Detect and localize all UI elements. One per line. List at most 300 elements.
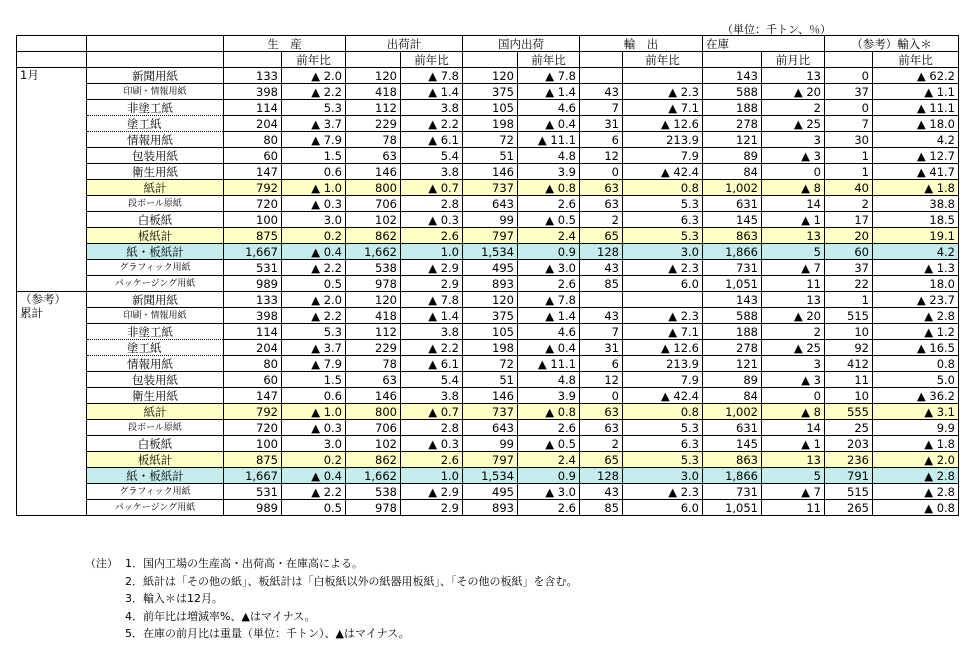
value-cell: 89: [703, 372, 762, 388]
notes: [85, 555, 578, 643]
ratio-cell: ▲ 42.4: [623, 388, 703, 404]
ratio-cell: ▲ 2.2: [401, 340, 463, 356]
ratio-cell: ▲ 0.3: [401, 212, 463, 228]
ratio-cell: 4.6: [518, 100, 580, 116]
table-row: [17, 452, 959, 468]
ratio-cell: ▲ 18.0: [873, 116, 959, 132]
value-cell: 146: [346, 164, 401, 180]
ratio-cell: 0.6: [282, 164, 346, 180]
ratio-cell: 3: [762, 356, 825, 372]
table-row: [17, 68, 959, 84]
table-row: [17, 436, 959, 452]
value-cell: 893: [463, 500, 518, 516]
ratio-cell: ▲ 16.5: [873, 340, 959, 356]
header-production: 生 産: [224, 36, 346, 52]
ratio-cell: ▲ 42.4: [623, 164, 703, 180]
value-cell: 143: [703, 68, 762, 84]
value-cell: 188: [703, 100, 762, 116]
ratio-cell: ▲ 2.3: [623, 84, 703, 100]
ratio-cell: 2.8: [401, 196, 463, 212]
category-cell: 衛生用紙: [87, 164, 224, 180]
category-cell: 衛生用紙: [87, 388, 224, 404]
section-label: [17, 292, 87, 516]
value-cell: 43: [580, 84, 623, 100]
note-line: [85, 573, 578, 591]
ratio-cell: 0: [762, 164, 825, 180]
ratio-cell: 1.0: [401, 468, 463, 484]
ratio-cell: ▲ 1.4: [401, 308, 463, 324]
value-cell: 737: [463, 404, 518, 420]
value-cell: 145: [703, 436, 762, 452]
value-cell: 1,051: [703, 276, 762, 292]
value-cell: 92: [825, 340, 873, 356]
ratio-cell: ▲ 2.3: [623, 484, 703, 500]
value-cell: 85: [580, 276, 623, 292]
table-row: [17, 100, 959, 116]
ratio-cell: ▲ 2.0: [873, 452, 959, 468]
value-cell: 1,002: [703, 404, 762, 420]
ratio-cell: ▲ 62.2: [873, 68, 959, 84]
category-cell: 紙計: [87, 180, 224, 196]
value-cell: 43: [580, 260, 623, 276]
ratio-cell: ▲ 11.1: [873, 100, 959, 116]
ratio-cell: 4.2: [873, 132, 959, 148]
ratio-cell: 213.9: [623, 132, 703, 148]
value-cell: 875: [224, 452, 282, 468]
value-cell: 63: [346, 372, 401, 388]
table-row: [17, 132, 959, 148]
value-cell: 265: [825, 500, 873, 516]
value-cell: 112: [346, 100, 401, 116]
value-cell: 0: [825, 68, 873, 84]
ratio-cell: 0.9: [518, 244, 580, 260]
value-cell: 37: [825, 260, 873, 276]
ratio-cell: 3.0: [282, 436, 346, 452]
value-cell: 120: [346, 68, 401, 84]
ratio-cell: ▲ 7.8: [401, 68, 463, 84]
header-blank: [346, 52, 401, 68]
value-cell: 1,667: [224, 244, 282, 260]
table-row: [17, 420, 959, 436]
ratio-cell: ▲ 7.9: [282, 356, 346, 372]
ratio-cell: ▲ 7: [762, 260, 825, 276]
value-cell: 99: [463, 436, 518, 452]
ratio-cell: ▲ 41.7: [873, 164, 959, 180]
value-cell: 128: [580, 244, 623, 260]
value-cell: [580, 68, 623, 84]
ratio-cell: ▲ 1.4: [401, 84, 463, 100]
value-cell: 203: [825, 436, 873, 452]
value-cell: 11: [825, 372, 873, 388]
ratio-cell: ▲ 7: [762, 484, 825, 500]
value-cell: 121: [703, 132, 762, 148]
value-cell: [580, 292, 623, 308]
ratio-cell: 5.3: [282, 100, 346, 116]
value-cell: 6: [580, 356, 623, 372]
ratio-cell: ▲ 8: [762, 404, 825, 420]
category-cell: 情報用紙: [87, 132, 224, 148]
value-cell: 2: [580, 212, 623, 228]
value-cell: 588: [703, 84, 762, 100]
value-cell: 51: [463, 372, 518, 388]
ratio-cell: ▲ 36.2: [873, 388, 959, 404]
ratio-cell: 6.3: [623, 212, 703, 228]
table-row: [17, 292, 959, 308]
table-row: [17, 372, 959, 388]
ratio-cell: ▲ 7.1: [623, 324, 703, 340]
ratio-cell: 4.8: [518, 148, 580, 164]
value-cell: 278: [703, 340, 762, 356]
value-cell: 65: [580, 228, 623, 244]
value-cell: 1,866: [703, 468, 762, 484]
ratio-cell: ▲ 6.1: [401, 356, 463, 372]
table-header: [17, 36, 959, 68]
ratio-cell: 13: [762, 452, 825, 468]
value-cell: 99: [463, 212, 518, 228]
value-cell: 863: [703, 452, 762, 468]
ratio-cell: ▲ 12.6: [623, 116, 703, 132]
table-row: [17, 148, 959, 164]
category-cell: グラフィック用紙: [87, 484, 224, 500]
value-cell: 7: [580, 100, 623, 116]
table-row: [17, 116, 959, 132]
ratio-cell: ▲ 0.3: [401, 436, 463, 452]
header-blank: [703, 52, 762, 68]
ratio-cell: 18.0: [873, 276, 959, 292]
ratio-cell: ▲ 0.4: [518, 340, 580, 356]
ratio-cell: ▲ 0.7: [401, 404, 463, 420]
ratio-cell: 0.8: [623, 180, 703, 196]
ratio-cell: ▲ 1.8: [873, 180, 959, 196]
table-row: [17, 180, 959, 196]
value-cell: 102: [346, 436, 401, 452]
value-cell: 145: [703, 212, 762, 228]
unit-label: （単位：千トン、％）: [722, 23, 832, 36]
category-cell: 紙・板紙計: [87, 468, 224, 484]
ratio-cell: ▲ 12.7: [873, 148, 959, 164]
value-cell: 20: [825, 228, 873, 244]
value-cell: 105: [463, 100, 518, 116]
value-cell: 80: [224, 132, 282, 148]
value-cell: 631: [703, 420, 762, 436]
header-yoy: 前年比: [401, 52, 463, 68]
table-row: [17, 404, 959, 420]
value-cell: 588: [703, 308, 762, 324]
ratio-cell: ▲ 1: [762, 436, 825, 452]
ratio-cell: 0.8: [623, 404, 703, 420]
note-line: [85, 608, 578, 626]
ratio-cell: 11: [762, 276, 825, 292]
ratio-cell: ▲ 6.1: [401, 132, 463, 148]
ratio-cell: 5.3: [623, 228, 703, 244]
value-cell: 128: [580, 468, 623, 484]
header-yoy: 前年比: [873, 52, 959, 68]
ratio-cell: 7.9: [623, 372, 703, 388]
ratio-cell: ▲ 2.8: [873, 484, 959, 500]
ratio-cell: ▲ 2.8: [873, 468, 959, 484]
ratio-cell: [623, 292, 703, 308]
note-line: [85, 625, 578, 643]
category-cell: グラフィック用紙: [87, 260, 224, 276]
value-cell: 1,002: [703, 180, 762, 196]
value-cell: 862: [346, 452, 401, 468]
value-cell: 0: [825, 100, 873, 116]
ratio-cell: 6.3: [623, 436, 703, 452]
value-cell: 731: [703, 260, 762, 276]
ratio-cell: 19.1: [873, 228, 959, 244]
ratio-cell: 2.6: [401, 452, 463, 468]
ratio-cell: ▲ 1.0: [282, 180, 346, 196]
section-label: [17, 68, 87, 292]
value-cell: 37: [825, 84, 873, 100]
category-cell: 新聞用紙: [87, 292, 224, 308]
note-line: [85, 590, 578, 608]
value-cell: 114: [224, 324, 282, 340]
value-cell: 412: [825, 356, 873, 372]
value-cell: 30: [825, 132, 873, 148]
ratio-cell: ▲ 2.3: [623, 260, 703, 276]
table-row: [17, 484, 959, 500]
note-item: 1．国内工場の生産高・出荷高・在庫高による。: [125, 557, 363, 570]
category-cell: 非塗工紙: [87, 100, 224, 116]
ratio-cell: 3.9: [518, 388, 580, 404]
ratio-cell: 5: [762, 244, 825, 260]
value-cell: 1,534: [463, 244, 518, 260]
paper-statistics-table: [16, 35, 959, 516]
value-cell: 989: [224, 500, 282, 516]
ratio-cell: ▲ 3.7: [282, 116, 346, 132]
value-cell: 875: [224, 228, 282, 244]
value-cell: 6: [580, 132, 623, 148]
ratio-cell: ▲ 3: [762, 148, 825, 164]
header-exports: 輸 出: [580, 36, 703, 52]
header-blank: [580, 52, 623, 68]
ratio-cell: 4.8: [518, 372, 580, 388]
table-row: [17, 468, 959, 484]
ratio-cell: ▲ 2.0: [282, 68, 346, 84]
ratio-cell: ▲ 2.9: [401, 484, 463, 500]
value-cell: 78: [346, 132, 401, 148]
ratio-cell: ▲ 8: [762, 180, 825, 196]
category-cell: 段ボール原紙: [87, 420, 224, 436]
ratio-cell: 18.5: [873, 212, 959, 228]
value-cell: 792: [224, 180, 282, 196]
ratio-cell: 213.9: [623, 356, 703, 372]
ratio-cell: ▲ 7.8: [401, 292, 463, 308]
value-cell: 188: [703, 324, 762, 340]
value-cell: 495: [463, 260, 518, 276]
value-cell: 43: [580, 308, 623, 324]
table-row: [17, 500, 959, 516]
ratio-cell: ▲ 0.3: [282, 420, 346, 436]
value-cell: 631: [703, 196, 762, 212]
value-cell: 1,662: [346, 468, 401, 484]
ratio-cell: 3.8: [401, 100, 463, 116]
ratio-cell: ▲ 0.5: [518, 212, 580, 228]
value-cell: 146: [346, 388, 401, 404]
value-cell: 60: [825, 244, 873, 260]
value-cell: 100: [224, 436, 282, 452]
category-cell: 塗工紙: [87, 340, 224, 356]
value-cell: 1,662: [346, 244, 401, 260]
value-cell: 89: [703, 148, 762, 164]
value-cell: 17: [825, 212, 873, 228]
value-cell: 31: [580, 340, 623, 356]
category-cell: パッケージング用紙: [87, 276, 224, 292]
value-cell: 418: [346, 84, 401, 100]
ratio-cell: ▲ 0.7: [401, 180, 463, 196]
ratio-cell: 13: [762, 228, 825, 244]
value-cell: 792: [224, 404, 282, 420]
value-cell: 495: [463, 484, 518, 500]
ratio-cell: ▲ 2.2: [282, 308, 346, 324]
value-cell: 797: [463, 452, 518, 468]
value-cell: 989: [224, 276, 282, 292]
category-cell: 白板紙: [87, 436, 224, 452]
value-cell: 63: [346, 148, 401, 164]
value-cell: 72: [463, 356, 518, 372]
ratio-cell: 0: [762, 388, 825, 404]
header-blank-section-2: [17, 52, 87, 68]
ratio-cell: 9.9: [873, 420, 959, 436]
notes-lead: （注）: [85, 557, 118, 570]
ratio-cell: 11: [762, 500, 825, 516]
category-cell: 板紙計: [87, 452, 224, 468]
category-cell: 包装用紙: [87, 372, 224, 388]
ratio-cell: ▲ 1.2: [873, 324, 959, 340]
value-cell: 80: [224, 356, 282, 372]
header-mom: 前月比: [762, 52, 825, 68]
value-cell: 10: [825, 388, 873, 404]
header-domestic-shipments: 国内出荷: [463, 36, 580, 52]
ratio-cell: 4.2: [873, 244, 959, 260]
ratio-cell: ▲ 3.0: [518, 484, 580, 500]
value-cell: 538: [346, 260, 401, 276]
header-imports: （参考）輸入＊: [825, 36, 959, 52]
table-row: [17, 324, 959, 340]
value-cell: 51: [463, 148, 518, 164]
value-cell: 72: [463, 132, 518, 148]
value-cell: 84: [703, 164, 762, 180]
ratio-cell: 5.3: [282, 324, 346, 340]
note-item: 4．前年比は増減率%、▲はマイナス。: [125, 609, 316, 623]
value-cell: 12: [580, 148, 623, 164]
ratio-cell: 3.0: [282, 212, 346, 228]
ratio-cell: 3.8: [401, 324, 463, 340]
ratio-cell: ▲ 0.4: [282, 244, 346, 260]
value-cell: 236: [825, 452, 873, 468]
ratio-cell: 13: [762, 292, 825, 308]
category-cell: 包装用紙: [87, 148, 224, 164]
ratio-cell: ▲ 20: [762, 84, 825, 100]
value-cell: 133: [224, 292, 282, 308]
value-cell: 0: [580, 164, 623, 180]
value-cell: 2: [825, 196, 873, 212]
value-cell: 863: [703, 228, 762, 244]
ratio-cell: ▲ 3.0: [518, 260, 580, 276]
value-cell: 22: [825, 276, 873, 292]
ratio-cell: 0.6: [282, 388, 346, 404]
ratio-cell: 2.6: [518, 420, 580, 436]
ratio-cell: ▲ 1.3: [873, 260, 959, 276]
ratio-cell: 0.5: [282, 276, 346, 292]
value-cell: 12: [580, 372, 623, 388]
ratio-cell: 5.3: [623, 196, 703, 212]
ratio-cell: ▲ 0.8: [873, 500, 959, 516]
ratio-cell: 2.6: [518, 276, 580, 292]
header-shipments-total: 出荷計: [346, 36, 463, 52]
ratio-cell: 0.8: [873, 356, 959, 372]
value-cell: 63: [580, 404, 623, 420]
value-cell: 978: [346, 500, 401, 516]
ratio-cell: ▲ 11.1: [518, 132, 580, 148]
ratio-cell: 0.2: [282, 228, 346, 244]
ratio-cell: 3.8: [401, 388, 463, 404]
value-cell: 862: [346, 228, 401, 244]
value-cell: 800: [346, 180, 401, 196]
category-cell: 段ボール原紙: [87, 196, 224, 212]
category-cell: 塗工紙: [87, 116, 224, 132]
ratio-cell: 2.9: [401, 500, 463, 516]
value-cell: 531: [224, 260, 282, 276]
category-cell: 白板紙: [87, 212, 224, 228]
section-label-text-2: 累計: [20, 306, 43, 320]
value-cell: 63: [580, 196, 623, 212]
value-cell: 143: [703, 292, 762, 308]
table-row: [17, 388, 959, 404]
ratio-cell: ▲ 3.1: [873, 404, 959, 420]
table-row: [17, 308, 959, 324]
value-cell: 978: [346, 276, 401, 292]
value-cell: 1,866: [703, 244, 762, 260]
header-sub-row: [17, 52, 959, 68]
ratio-cell: 0.5: [282, 500, 346, 516]
ratio-cell: 2.9: [401, 276, 463, 292]
value-cell: 7: [580, 324, 623, 340]
table-row: [17, 212, 959, 228]
header-inventory: 在庫: [703, 36, 825, 52]
value-cell: 643: [463, 420, 518, 436]
value-cell: 7: [825, 116, 873, 132]
category-cell: パッケージング用紙: [87, 500, 224, 516]
ratio-cell: 3.0: [623, 244, 703, 260]
ratio-cell: 3.9: [518, 164, 580, 180]
value-cell: 40: [825, 180, 873, 196]
ratio-cell: ▲ 0.4: [518, 116, 580, 132]
header-blank-category-2: [87, 52, 224, 68]
value-cell: 146: [463, 388, 518, 404]
header-blank: [224, 52, 282, 68]
ratio-cell: 0.9: [518, 468, 580, 484]
ratio-cell: [623, 68, 703, 84]
ratio-cell: 6.0: [623, 276, 703, 292]
table-body: [17, 68, 959, 516]
ratio-cell: 1.5: [282, 148, 346, 164]
value-cell: 65: [580, 452, 623, 468]
value-cell: 706: [346, 196, 401, 212]
ratio-cell: ▲ 1.0: [282, 404, 346, 420]
value-cell: 84: [703, 388, 762, 404]
ratio-cell: ▲ 2.2: [282, 260, 346, 276]
value-cell: 515: [825, 308, 873, 324]
ratio-cell: ▲ 1.1: [873, 84, 959, 100]
header-blank-section: [17, 36, 87, 52]
value-cell: 60: [224, 372, 282, 388]
ratio-cell: 2.6: [518, 196, 580, 212]
value-cell: 198: [463, 340, 518, 356]
header-blank: [825, 52, 873, 68]
value-cell: 538: [346, 484, 401, 500]
